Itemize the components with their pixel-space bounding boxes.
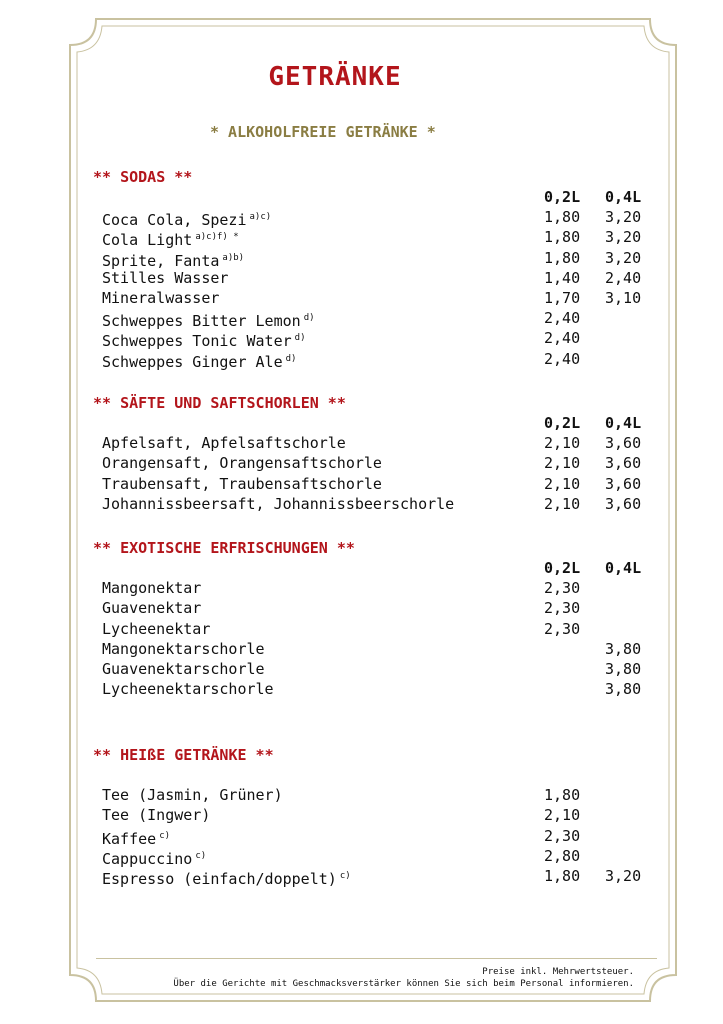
allergen-note: a)b) <box>222 252 245 263</box>
price-small: 1,80 <box>544 208 581 227</box>
section-sodas <box>93 167 653 369</box>
item-name: Schweppes Ginger Ale <box>102 352 283 371</box>
price-small: 2,30 <box>544 619 581 638</box>
menu-item <box>93 308 653 331</box>
price-small: 1,80 <box>544 866 581 885</box>
size-header <box>93 187 653 207</box>
menu-item <box>93 659 653 679</box>
size-small: 0,2L <box>544 414 581 432</box>
price-small: 2,30 <box>544 579 581 598</box>
menu-item <box>93 227 653 250</box>
price-small: 2,40 <box>544 349 581 368</box>
allergen-note: d) <box>285 353 297 364</box>
menu-item <box>93 349 653 369</box>
allergen-note: c) <box>339 870 351 881</box>
price-large: 3,60 <box>605 434 642 453</box>
allergen-note: a)c) <box>249 212 272 223</box>
section-exotic <box>93 538 653 699</box>
section-hot-drinks <box>93 745 653 886</box>
section-title: ** SÄFTE UND SAFTSCHORLEN ** <box>93 394 346 412</box>
section-juices <box>93 393 653 514</box>
size-large: 0,4L <box>605 414 642 432</box>
size-large: 0,4L <box>605 559 642 577</box>
item-name: Coca Cola, Spezi <box>102 211 247 230</box>
price-small: 1,40 <box>544 268 581 287</box>
item-name: Johannissbeersaft, Johannissbeerschorle <box>102 494 455 513</box>
item-name: Tee (Jasmin, Grüner) <box>102 786 283 805</box>
item-name: Espresso (einfach/doppelt) <box>102 869 337 888</box>
item-name: Lycheenektar <box>102 619 211 638</box>
page-subtitle: * ALKOHOLFREIE GETRÄNKE * <box>210 123 436 141</box>
price-small: 2,40 <box>544 329 581 348</box>
price-small: 2,10 <box>544 806 581 825</box>
menu-item <box>93 578 653 598</box>
price-large: 3,20 <box>605 248 642 267</box>
price-small: 2,40 <box>544 309 581 328</box>
menu-item <box>93 268 653 288</box>
price-large: 3,80 <box>605 639 642 658</box>
size-small: 0,2L <box>544 188 581 206</box>
item-name: Traubensaft, Traubensaftschorle <box>102 474 382 493</box>
item-name: Orangensaft, Orangensaftschorle <box>102 454 382 473</box>
price-small: 2,10 <box>544 494 581 513</box>
price-large: 3,60 <box>605 474 642 493</box>
price-large: 2,40 <box>605 268 642 287</box>
menu-item <box>93 328 653 351</box>
allergen-note: c) <box>159 830 171 841</box>
item-name: Kaffee <box>102 829 157 848</box>
section-title: ** SODAS ** <box>93 168 193 186</box>
size-header <box>93 558 653 578</box>
menu-item <box>93 433 653 453</box>
menu-item <box>93 679 653 699</box>
item-name: Sprite, Fanta <box>102 251 220 270</box>
size-large: 0,4L <box>605 188 642 206</box>
footer-tax-note: Preise inkl. Mehrwertsteuer. <box>482 967 634 977</box>
item-name: Guavenektar <box>102 599 202 618</box>
allergen-note: d) <box>303 313 315 324</box>
section-title: ** HEIßE GETRÄNKE ** <box>93 746 274 764</box>
price-small: 2,80 <box>544 846 581 865</box>
price-small: 1,80 <box>544 248 581 267</box>
item-name: Tee (Ingwer) <box>102 806 211 825</box>
price-large: 3,60 <box>605 454 642 473</box>
item-name: Cola Light <box>102 231 193 250</box>
menu-item <box>93 846 653 866</box>
menu-item <box>93 866 653 886</box>
price-small: 1,70 <box>544 288 581 307</box>
price-small: 2,30 <box>544 826 581 845</box>
item-name: Apfelsaft, Apfelsaftschorle <box>102 434 346 453</box>
price-small: 1,80 <box>544 228 581 247</box>
item-name: Stilles Wasser <box>102 268 229 287</box>
item-name: Schweppes Bitter Lemon <box>102 312 301 331</box>
price-large: 3,10 <box>605 288 642 307</box>
allergen-note: a)c)f) * <box>195 232 239 243</box>
item-name: Mangonektar <box>102 579 202 598</box>
price-large: 3,80 <box>605 680 642 699</box>
footer-additive-note: Über die Gerichte mit Geschmacksverstärker können Sie sich beim Personal informieren. <box>173 979 634 989</box>
item-name: Lycheenektarschorle <box>102 680 274 699</box>
spacer-row <box>93 765 653 785</box>
item-name: Mangonektarschorle <box>102 639 265 658</box>
price-small: 2,10 <box>544 434 581 453</box>
menu-item <box>93 826 653 846</box>
allergen-note: c) <box>195 850 207 861</box>
menu-item <box>93 598 653 618</box>
allergen-note: d) <box>294 333 306 344</box>
price-small: 2,30 <box>544 599 581 618</box>
price-small: 2,10 <box>544 474 581 493</box>
item-name: Schweppes Tonic Water <box>102 332 292 351</box>
menu-item <box>93 474 653 494</box>
footer <box>173 966 634 990</box>
menu-item <box>93 207 653 230</box>
menu-item <box>93 639 653 659</box>
size-header <box>93 413 653 433</box>
menu-item <box>93 805 653 825</box>
item-name: Guavenektarschorle <box>102 659 265 678</box>
footer-divider <box>96 958 657 959</box>
menu-item <box>93 248 653 268</box>
item-name: Cappuccino <box>102 849 193 868</box>
item-name: Mineralwasser <box>102 288 220 307</box>
price-large: 3,20 <box>605 866 642 885</box>
price-large: 3,20 <box>605 208 642 227</box>
section-title: ** EXOTISCHE ERFRISCHUNGEN ** <box>93 539 355 557</box>
menu-item <box>93 453 653 473</box>
menu-item <box>93 785 653 805</box>
page-title: GETRÄNKE <box>268 62 402 92</box>
menu-item <box>93 288 653 308</box>
price-large: 3,20 <box>605 228 642 247</box>
price-large: 3,60 <box>605 494 642 513</box>
menu-item <box>93 619 653 639</box>
size-small: 0,2L <box>544 559 581 577</box>
price-small: 2,10 <box>544 454 581 473</box>
price-large: 3,80 <box>605 659 642 678</box>
menu-item <box>93 494 653 514</box>
price-small: 1,80 <box>544 786 581 805</box>
